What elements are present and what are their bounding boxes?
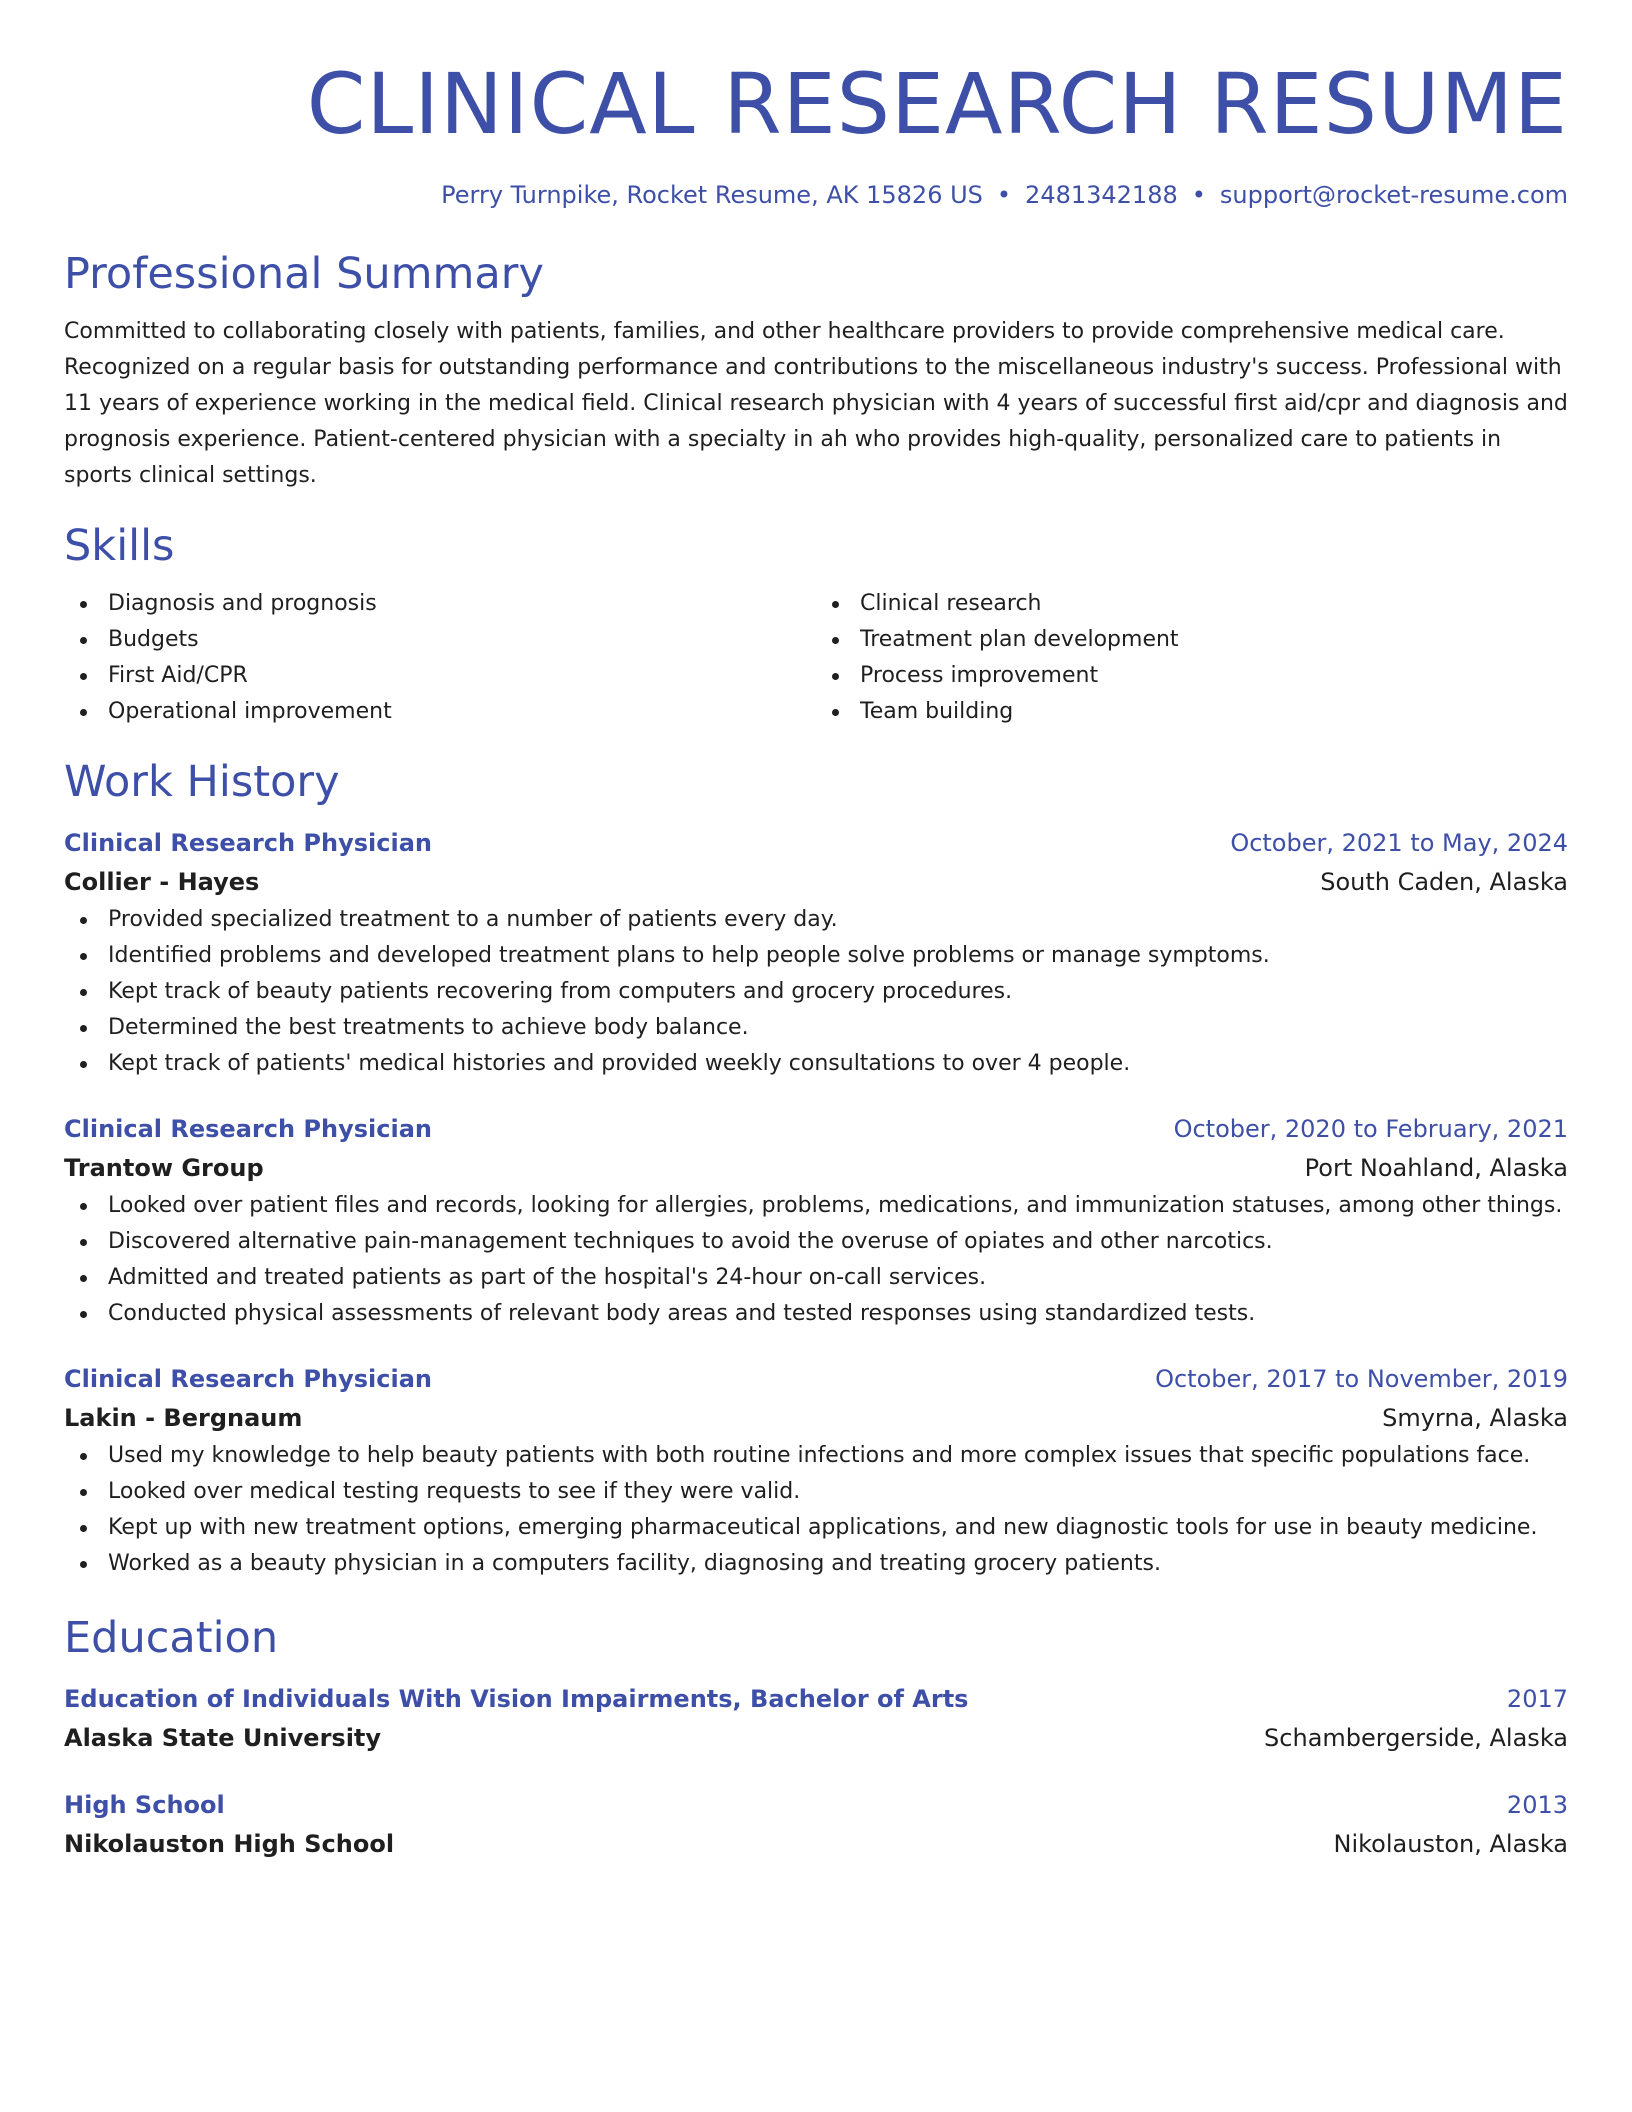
job-employer: Collier - Hayes <box>64 868 260 896</box>
job-title-row <box>64 1360 1568 1398</box>
section-heading-education: Education <box>64 1613 279 1663</box>
job-employer: Trantow Group <box>64 1154 264 1182</box>
skill-item: Operational improvement <box>64 694 816 730</box>
job-role: Clinical Research Physician <box>64 1115 432 1143</box>
job-bullet: Admitted and treated patients as part of the hospital's 24-hour on-call services. <box>64 1260 1568 1296</box>
job-bullets <box>64 1438 1568 1582</box>
job-bullet: Worked as a beauty physician in a computers facility, diagnosing and treating grocery patients. <box>64 1546 1568 1582</box>
job-bullet: Kept track of beauty patients recovering from computers and grocery procedures. <box>64 974 1568 1010</box>
education-degree-row <box>64 1680 1568 1718</box>
contact-line <box>64 180 1568 210</box>
job-dates: October, 2017 to November, 2019 <box>1155 1365 1568 1393</box>
skill-item: Diagnosis and prognosis <box>64 586 816 622</box>
job-dates: October, 2020 to February, 2021 <box>1173 1115 1568 1143</box>
education-location: Nikolauston, Alaska <box>1333 1830 1568 1858</box>
skill-item: Process improvement <box>816 658 1568 694</box>
education-location: Schambergerside, Alaska <box>1264 1724 1568 1752</box>
job-bullet: Looked over medical testing requests to see if they were valid. <box>64 1474 1568 1510</box>
job-bullet: Conducted physical assessments of relevant body areas and tested responses using standardized tests. <box>64 1296 1568 1332</box>
resume-header <box>64 56 1568 210</box>
summary-text: Committed to collaborating closely with patients, families, and other healthcare providers to provide comprehensive medical care. Recognized on a regular basis for outstanding performance and contributions to the miscellaneous industry's success. Professional with 11 years of experience working in the medical field. Clinical research physician with 4 years of successful first aid/cpr and diagnosis and prognosis experience. Patient-centered physician with a specialty in ah who provides high-quality, personalized care to patients in sports clinical settings. <box>64 319 1568 488</box>
job-entry <box>64 1110 1568 1332</box>
education-school-row <box>64 1718 1568 1758</box>
education-degree: Education of Individuals With Vision Impairments, Bachelor of Arts <box>64 1685 969 1713</box>
skills-section <box>64 520 1568 730</box>
contact-email: support@rocket-resume.com <box>1219 181 1568 209</box>
job-bullet: Kept up with new treatment options, emerging pharmaceutical applications, and new diagnostic tools for use in beauty medicine. <box>64 1510 1568 1546</box>
skill-item: Team building <box>816 694 1568 730</box>
work-history-section <box>64 756 1568 1582</box>
job-title-row <box>64 824 1568 862</box>
job-entry <box>64 1360 1568 1582</box>
education-entry <box>64 1680 1568 1758</box>
job-bullet: Kept track of patients' medical histories and provided weekly consultations to over 4 people. <box>64 1046 1568 1082</box>
education-degree: High School <box>64 1791 225 1819</box>
education-degree-row <box>64 1786 1568 1824</box>
contact-phone: 2481342188 <box>1025 181 1178 209</box>
professional-summary-section <box>64 248 1568 494</box>
job-role: Clinical Research Physician <box>64 1365 432 1393</box>
skill-item: Clinical research <box>816 586 1568 622</box>
job-bullets <box>64 902 1568 1082</box>
skills-grid <box>64 586 1568 730</box>
job-bullet: Determined the best treatments to achieve body balance. <box>64 1010 1568 1046</box>
contact-address: Perry Turnpike, Rocket Resume, AK 15826 US <box>441 181 983 209</box>
education-school: Alaska State University <box>64 1724 382 1752</box>
education-entry <box>64 1786 1568 1864</box>
job-bullet: Looked over patient files and records, looking for allergies, problems, medications, and immunization statuses, among other things. <box>64 1188 1568 1224</box>
job-location: Port Noahland, Alaska <box>1304 1154 1568 1182</box>
job-location: Smyrna, Alaska <box>1382 1404 1568 1432</box>
skills-column-left <box>64 586 816 730</box>
education-year: 2017 <box>1506 1685 1568 1713</box>
section-heading-skills: Skills <box>64 521 175 571</box>
job-location: South Caden, Alaska <box>1320 868 1568 896</box>
education-section <box>64 1612 1568 1864</box>
job-employer-row <box>64 1398 1568 1438</box>
job-role: Clinical Research Physician <box>64 829 432 857</box>
contact-separator: • <box>996 181 1012 209</box>
section-heading-summary: Professional Summary <box>64 249 544 299</box>
skill-item: Treatment plan development <box>816 622 1568 658</box>
job-bullets <box>64 1188 1568 1332</box>
job-dates: October, 2021 to May, 2024 <box>1230 829 1568 857</box>
job-bullet: Discovered alternative pain-management techniques to avoid the overuse of opiates and other narcotics. <box>64 1224 1568 1260</box>
job-bullet: Identified problems and developed treatment plans to help people solve problems or manage symptoms. <box>64 938 1568 974</box>
contact-separator: • <box>1191 181 1206 209</box>
education-school: Nikolauston High School <box>64 1830 395 1858</box>
job-employer-row <box>64 862 1568 902</box>
job-employer-row <box>64 1148 1568 1188</box>
job-bullet: Provided specialized treatment to a number of patients every day. <box>64 902 1568 938</box>
skill-item: Budgets <box>64 622 816 658</box>
job-title-row <box>64 1110 1568 1148</box>
skill-item: First Aid/CPR <box>64 658 816 694</box>
job-bullet: Used my knowledge to help beauty patients with both routine infections and more complex issues that specific populations face. <box>64 1438 1568 1474</box>
job-employer: Lakin - Bergnaum <box>64 1404 303 1432</box>
section-heading-work: Work History <box>64 757 340 807</box>
job-entry <box>64 824 1568 1082</box>
education-school-row <box>64 1824 1568 1864</box>
skills-column-right <box>816 586 1568 730</box>
education-year: 2013 <box>1506 1791 1568 1819</box>
resume-title: CLINICAL RESEARCH RESUME <box>306 55 1568 153</box>
